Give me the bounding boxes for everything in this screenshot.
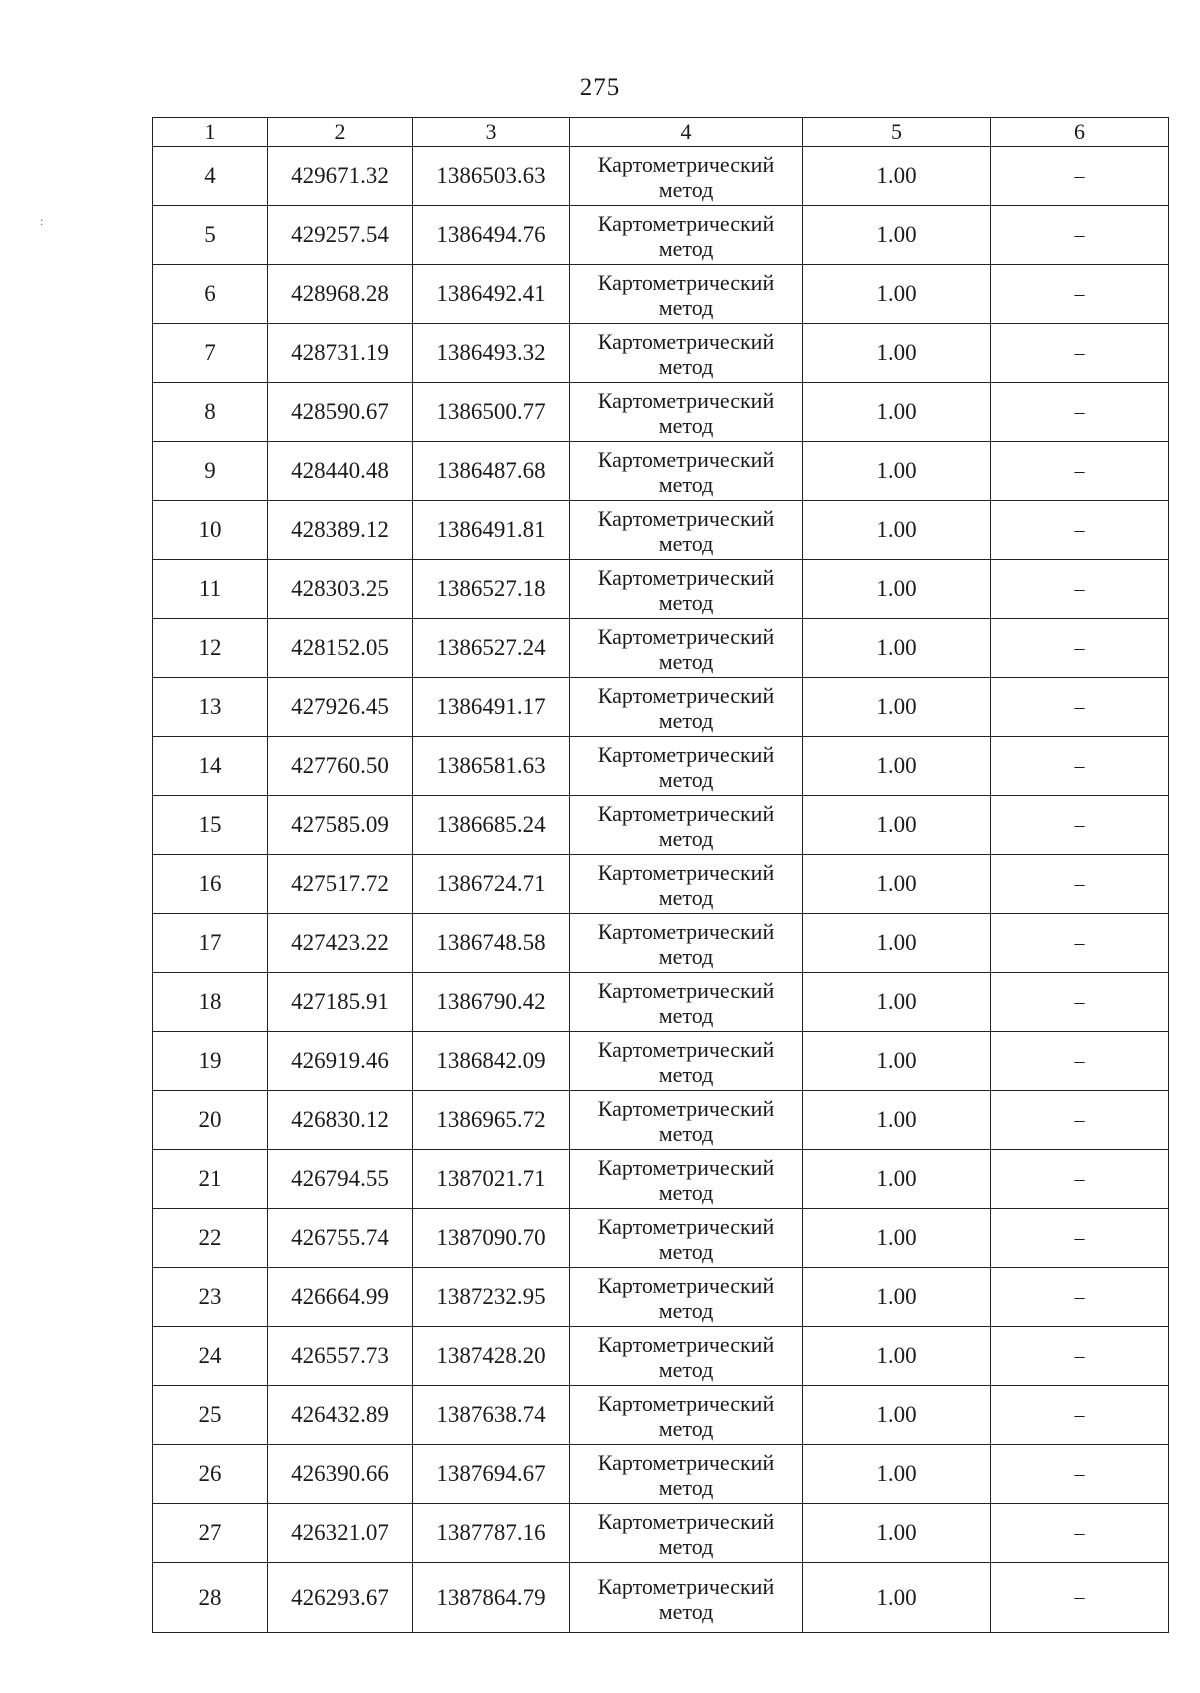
- method-cell: [570, 914, 803, 973]
- accuracy-cell: 1.00: [803, 1327, 991, 1386]
- x-coordinate-cell: 428590.67: [268, 383, 413, 442]
- accuracy-cell: 1.00: [803, 855, 991, 914]
- note-cell: –: [991, 1504, 1169, 1563]
- method-line-1: Картометрический: [597, 801, 775, 826]
- table-row: [153, 1150, 1169, 1209]
- method-cell: [570, 796, 803, 855]
- accuracy-cell: 1.00: [803, 737, 991, 796]
- table-row: [153, 560, 1169, 619]
- note-cell: –: [991, 796, 1169, 855]
- point-number-cell: 26: [153, 1445, 268, 1504]
- y-coordinate-cell: 1386503.63: [413, 147, 570, 206]
- point-number-cell: 12: [153, 619, 268, 678]
- point-number-cell: 22: [153, 1209, 268, 1268]
- x-coordinate-cell: 428303.25: [268, 560, 413, 619]
- point-number-cell: 20: [153, 1091, 268, 1150]
- x-coordinate-cell: 428731.19: [268, 324, 413, 383]
- accuracy-cell: 1.00: [803, 501, 991, 560]
- note-cell: –: [991, 501, 1169, 560]
- note-cell: –: [991, 265, 1169, 324]
- accuracy-cell: 1.00: [803, 973, 991, 1032]
- point-number-cell: 5: [153, 206, 268, 265]
- accuracy-cell: 1.00: [803, 678, 991, 737]
- x-coordinate-cell: 427423.22: [268, 914, 413, 973]
- x-coordinate-cell: 426293.67: [268, 1563, 413, 1633]
- table-body: [153, 147, 1169, 1633]
- table-row: [153, 1209, 1169, 1268]
- method-line-1: Картометрический: [597, 1214, 775, 1239]
- method-line-1: Картометрический: [597, 1332, 775, 1357]
- method-line-2: метод: [658, 1239, 714, 1264]
- y-coordinate-cell: 1387638.74: [413, 1386, 570, 1445]
- x-coordinate-cell: 429257.54: [268, 206, 413, 265]
- accuracy-cell: 1.00: [803, 1563, 991, 1633]
- point-number-cell: 15: [153, 796, 268, 855]
- method-line-2: метод: [658, 885, 714, 910]
- accuracy-cell: 1.00: [803, 1032, 991, 1091]
- method-cell: [570, 265, 803, 324]
- x-coordinate-cell: 428389.12: [268, 501, 413, 560]
- point-number-cell: 14: [153, 737, 268, 796]
- method-line-2: метод: [658, 649, 714, 674]
- y-coordinate-cell: 1386491.81: [413, 501, 570, 560]
- x-coordinate-cell: 427185.91: [268, 973, 413, 1032]
- coordinates-table: [152, 117, 1169, 1633]
- point-number-cell: 10: [153, 501, 268, 560]
- y-coordinate-cell: 1387428.20: [413, 1327, 570, 1386]
- accuracy-cell: 1.00: [803, 206, 991, 265]
- method-cell: [570, 1150, 803, 1209]
- note-cell: –: [991, 855, 1169, 914]
- table-row: [153, 1091, 1169, 1150]
- method-line-1: Картометрический: [597, 742, 775, 767]
- y-coordinate-cell: 1387232.95: [413, 1268, 570, 1327]
- x-coordinate-cell: 427585.09: [268, 796, 413, 855]
- y-coordinate-cell: 1386527.24: [413, 619, 570, 678]
- method-cell: [570, 442, 803, 501]
- accuracy-cell: 1.00: [803, 1445, 991, 1504]
- accuracy-cell: 1.00: [803, 383, 991, 442]
- method-cell: [570, 737, 803, 796]
- point-number-cell: 24: [153, 1327, 268, 1386]
- note-cell: –: [991, 206, 1169, 265]
- point-number-cell: 8: [153, 383, 268, 442]
- point-number-cell: 25: [153, 1386, 268, 1445]
- table-row: [153, 737, 1169, 796]
- note-cell: –: [991, 1091, 1169, 1150]
- method-line-2: метод: [658, 354, 714, 379]
- method-line-1: Картометрический: [597, 270, 775, 295]
- method-line-1: Картометрический: [597, 565, 775, 590]
- method-line-2: метод: [658, 236, 714, 261]
- table-row: [153, 1032, 1169, 1091]
- table-row: [153, 1445, 1169, 1504]
- x-coordinate-cell: 427926.45: [268, 678, 413, 737]
- x-coordinate-cell: 428968.28: [268, 265, 413, 324]
- point-number-cell: 19: [153, 1032, 268, 1091]
- accuracy-cell: 1.00: [803, 265, 991, 324]
- note-cell: –: [991, 383, 1169, 442]
- method-line-2: метод: [658, 1416, 714, 1441]
- method-line-2: метод: [658, 531, 714, 556]
- table-row: [153, 1563, 1169, 1633]
- method-line-2: метод: [658, 826, 714, 851]
- note-cell: –: [991, 737, 1169, 796]
- header-col-3: 3: [413, 118, 570, 147]
- table-row: [153, 678, 1169, 737]
- method-line-1: Картометрический: [597, 447, 775, 472]
- table-row: [153, 206, 1169, 265]
- method-line-2: метод: [658, 413, 714, 438]
- y-coordinate-cell: 1386492.41: [413, 265, 570, 324]
- method-cell: [570, 560, 803, 619]
- point-number-cell: 4: [153, 147, 268, 206]
- header-col-1: 1: [153, 118, 268, 147]
- method-line-1: Картометрический: [597, 1155, 775, 1180]
- table-row: [153, 442, 1169, 501]
- method-line-2: метод: [658, 708, 714, 733]
- y-coordinate-cell: 1386500.77: [413, 383, 570, 442]
- x-coordinate-cell: 427517.72: [268, 855, 413, 914]
- method-line-1: Картометрический: [597, 978, 775, 1003]
- method-line-1: Картометрический: [597, 1391, 775, 1416]
- y-coordinate-cell: 1387787.16: [413, 1504, 570, 1563]
- table-row: [153, 324, 1169, 383]
- accuracy-cell: 1.00: [803, 619, 991, 678]
- method-cell: [570, 324, 803, 383]
- method-cell: [570, 1445, 803, 1504]
- method-cell: [570, 383, 803, 442]
- note-cell: –: [991, 1386, 1169, 1445]
- accuracy-cell: 1.00: [803, 324, 991, 383]
- method-line-2: метод: [658, 1298, 714, 1323]
- point-number-cell: 17: [153, 914, 268, 973]
- accuracy-cell: 1.00: [803, 1150, 991, 1209]
- point-number-cell: 9: [153, 442, 268, 501]
- x-coordinate-cell: 428152.05: [268, 619, 413, 678]
- note-cell: –: [991, 147, 1169, 206]
- method-line-2: метод: [658, 767, 714, 792]
- y-coordinate-cell: 1386965.72: [413, 1091, 570, 1150]
- method-line-1: Картометрический: [597, 329, 775, 354]
- point-number-cell: 28: [153, 1563, 268, 1633]
- method-cell: [570, 678, 803, 737]
- table-row: [153, 1386, 1169, 1445]
- method-line-2: метод: [658, 1121, 714, 1146]
- x-coordinate-cell: 426557.73: [268, 1327, 413, 1386]
- table-row: [153, 1504, 1169, 1563]
- y-coordinate-cell: 1386491.17: [413, 678, 570, 737]
- method-line-2: метод: [658, 295, 714, 320]
- note-cell: –: [991, 1268, 1169, 1327]
- table-row: [153, 501, 1169, 560]
- note-cell: –: [991, 1032, 1169, 1091]
- method-line-1: Картометрический: [597, 1573, 775, 1599]
- method-line-1: Картометрический: [597, 919, 775, 944]
- x-coordinate-cell: 428440.48: [268, 442, 413, 501]
- note-cell: –: [991, 1209, 1169, 1268]
- y-coordinate-cell: 1387021.71: [413, 1150, 570, 1209]
- y-coordinate-cell: 1386724.71: [413, 855, 570, 914]
- note-cell: –: [991, 619, 1169, 678]
- x-coordinate-cell: 426390.66: [268, 1445, 413, 1504]
- method-cell: [570, 501, 803, 560]
- y-coordinate-cell: 1386494.76: [413, 206, 570, 265]
- method-line-1: Картометрический: [597, 1096, 775, 1121]
- point-number-cell: 16: [153, 855, 268, 914]
- note-cell: –: [991, 560, 1169, 619]
- table-row: [153, 1268, 1169, 1327]
- point-number-cell: 21: [153, 1150, 268, 1209]
- note-cell: –: [991, 914, 1169, 973]
- y-coordinate-cell: 1387090.70: [413, 1209, 570, 1268]
- y-coordinate-cell: 1386581.63: [413, 737, 570, 796]
- table-row: [153, 1327, 1169, 1386]
- point-number-cell: 27: [153, 1504, 268, 1563]
- header-col-4: 4: [570, 118, 803, 147]
- method-line-1: Картометрический: [597, 211, 775, 236]
- accuracy-cell: 1.00: [803, 560, 991, 619]
- accuracy-cell: 1.00: [803, 1209, 991, 1268]
- y-coordinate-cell: 1386842.09: [413, 1032, 570, 1091]
- method-cell: [570, 619, 803, 678]
- note-cell: –: [991, 678, 1169, 737]
- accuracy-cell: 1.00: [803, 147, 991, 206]
- method-cell: [570, 1563, 803, 1633]
- y-coordinate-cell: 1386748.58: [413, 914, 570, 973]
- y-coordinate-cell: 1386685.24: [413, 796, 570, 855]
- header-col-5: 5: [803, 118, 991, 147]
- method-line-2: метод: [658, 1180, 714, 1205]
- table-row: [153, 383, 1169, 442]
- y-coordinate-cell: 1386790.42: [413, 973, 570, 1032]
- method-line-2: метод: [658, 1534, 714, 1559]
- method-cell: [570, 1032, 803, 1091]
- x-coordinate-cell: 426830.12: [268, 1091, 413, 1150]
- header-col-2: 2: [268, 118, 413, 147]
- note-cell: –: [991, 1327, 1169, 1386]
- method-line-2: метод: [658, 1003, 714, 1028]
- x-coordinate-cell: 429671.32: [268, 147, 413, 206]
- accuracy-cell: 1.00: [803, 1091, 991, 1150]
- note-cell: –: [991, 1445, 1169, 1504]
- method-line-1: Картометрический: [597, 624, 775, 649]
- note-cell: –: [991, 442, 1169, 501]
- method-line-2: метод: [658, 472, 714, 497]
- y-coordinate-cell: 1387694.67: [413, 1445, 570, 1504]
- method-cell: [570, 1268, 803, 1327]
- method-line-2: метод: [658, 1598, 714, 1624]
- table-row: [153, 147, 1169, 206]
- x-coordinate-cell: 427760.50: [268, 737, 413, 796]
- method-cell: [570, 206, 803, 265]
- table-row: [153, 914, 1169, 973]
- accuracy-cell: 1.00: [803, 1504, 991, 1563]
- table-row: [153, 855, 1169, 914]
- method-line-2: метод: [658, 1062, 714, 1087]
- method-line-1: Картометрический: [597, 1037, 775, 1062]
- method-line-1: Картометрический: [597, 1450, 775, 1475]
- method-cell: [570, 1504, 803, 1563]
- method-line-1: Картометрический: [597, 860, 775, 885]
- margin-mark: :: [40, 214, 44, 228]
- table-row: [153, 973, 1169, 1032]
- table-row: [153, 265, 1169, 324]
- y-coordinate-cell: 1386487.68: [413, 442, 570, 501]
- y-coordinate-cell: 1386493.32: [413, 324, 570, 383]
- method-line-1: Картометрический: [597, 506, 775, 531]
- method-line-1: Картометрический: [597, 683, 775, 708]
- x-coordinate-cell: 426664.99: [268, 1268, 413, 1327]
- note-cell: –: [991, 324, 1169, 383]
- accuracy-cell: 1.00: [803, 442, 991, 501]
- point-number-cell: 18: [153, 973, 268, 1032]
- method-cell: [570, 1209, 803, 1268]
- method-line-2: метод: [658, 177, 714, 202]
- method-cell: [570, 1327, 803, 1386]
- point-number-cell: 23: [153, 1268, 268, 1327]
- y-coordinate-cell: 1387864.79: [413, 1563, 570, 1633]
- note-cell: –: [991, 1150, 1169, 1209]
- method-line-2: метод: [658, 1357, 714, 1382]
- y-coordinate-cell: 1386527.18: [413, 560, 570, 619]
- method-line-1: Картометрический: [597, 1273, 775, 1298]
- x-coordinate-cell: 426432.89: [268, 1386, 413, 1445]
- point-number-cell: 6: [153, 265, 268, 324]
- accuracy-cell: 1.00: [803, 796, 991, 855]
- point-number-cell: 11: [153, 560, 268, 619]
- accuracy-cell: 1.00: [803, 914, 991, 973]
- method-line-2: метод: [658, 944, 714, 969]
- coordinates-table-container: [152, 117, 1168, 1633]
- note-cell: –: [991, 1563, 1169, 1633]
- method-line-1: Картометрический: [597, 388, 775, 413]
- method-line-2: метод: [658, 590, 714, 615]
- x-coordinate-cell: 426794.55: [268, 1150, 413, 1209]
- note-cell: –: [991, 973, 1169, 1032]
- method-cell: [570, 973, 803, 1032]
- point-number-cell: 7: [153, 324, 268, 383]
- table-row: [153, 619, 1169, 678]
- point-number-cell: 13: [153, 678, 268, 737]
- method-cell: [570, 147, 803, 206]
- x-coordinate-cell: 426755.74: [268, 1209, 413, 1268]
- accuracy-cell: 1.00: [803, 1268, 991, 1327]
- table-header-row: [153, 118, 1169, 147]
- method-cell: [570, 1386, 803, 1445]
- method-line-1: Картометрический: [597, 152, 775, 177]
- method-cell: [570, 1091, 803, 1150]
- method-cell: [570, 855, 803, 914]
- table-row: [153, 796, 1169, 855]
- x-coordinate-cell: 426919.46: [268, 1032, 413, 1091]
- x-coordinate-cell: 426321.07: [268, 1504, 413, 1563]
- method-line-1: Картометрический: [597, 1509, 775, 1534]
- method-line-2: метод: [658, 1475, 714, 1500]
- page-number: 275: [579, 74, 621, 101]
- accuracy-cell: 1.00: [803, 1386, 991, 1445]
- header-col-6: 6: [991, 118, 1169, 147]
